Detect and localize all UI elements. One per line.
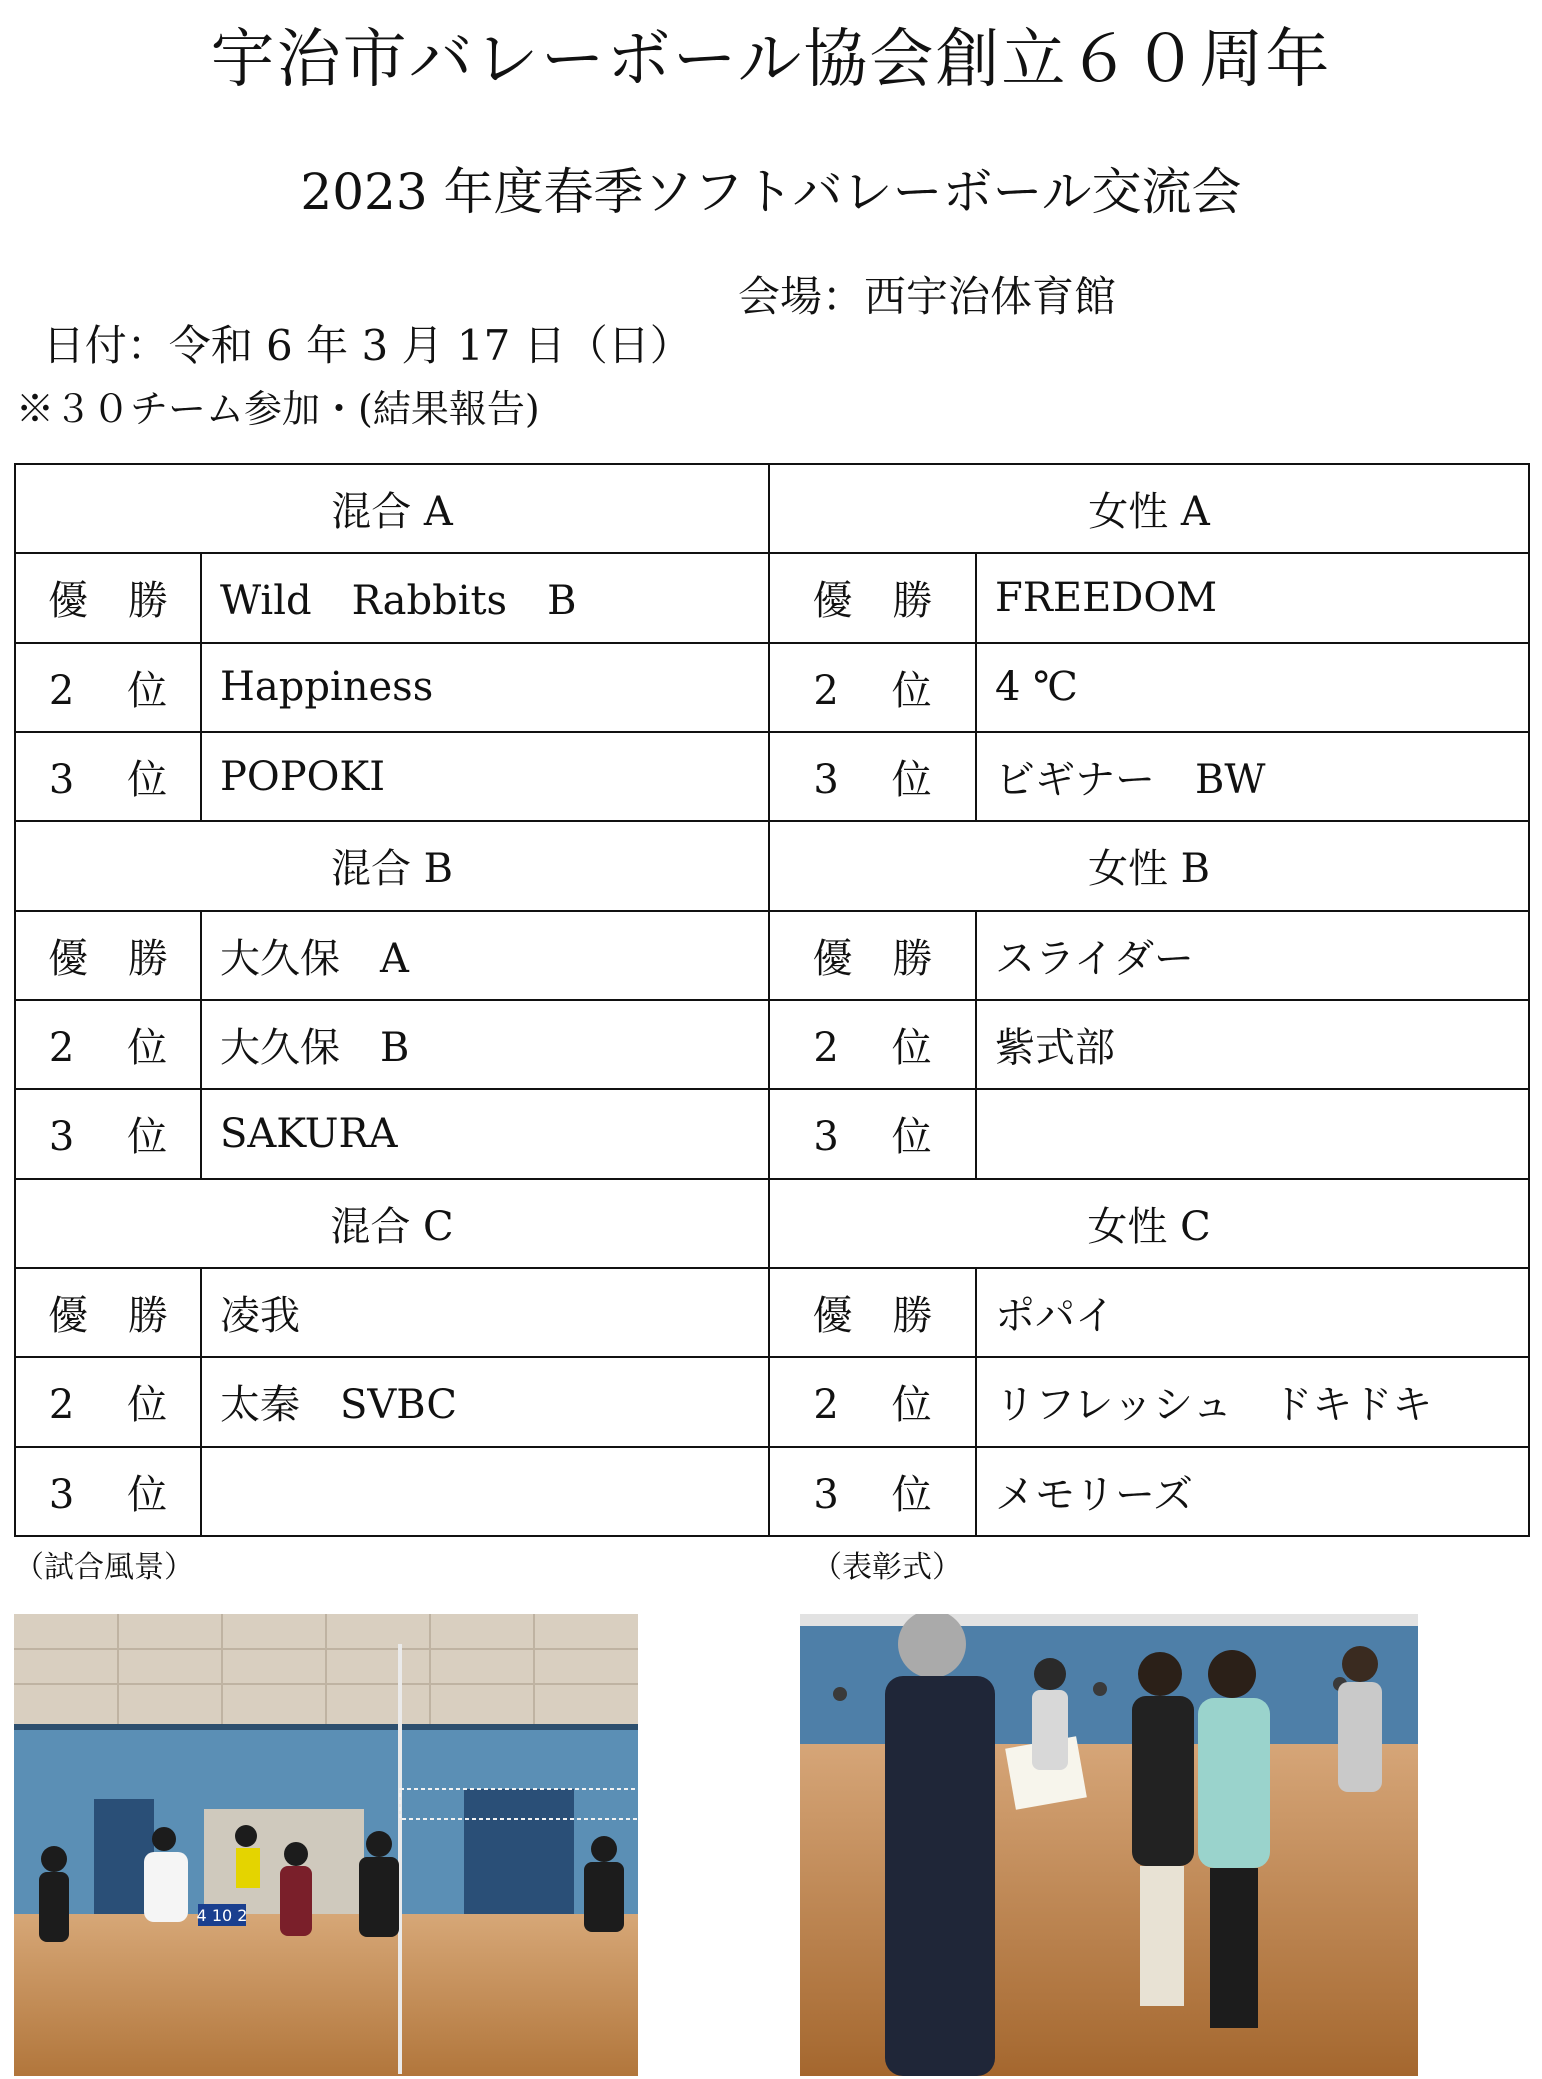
results-table [14, 463, 1530, 1537]
rank-label: 2 位 [15, 1000, 201, 1089]
participation-note: ※３０チーム参加・(結果報告) [16, 387, 540, 431]
scoreboard-text: 4 10 2 [196, 1906, 248, 1925]
result-row [15, 1268, 1529, 1357]
rank-label: 2 位 [15, 643, 201, 732]
team-name: 大久保 A [201, 911, 769, 1000]
rank-label: 優 勝 [15, 911, 201, 1000]
team-name: 紫式部 [976, 1000, 1529, 1089]
result-row [15, 911, 1529, 1000]
team-name: メモリーズ [976, 1447, 1529, 1536]
team-name: Wild Rabbits B [201, 553, 769, 642]
rank-label: 2 位 [769, 1000, 976, 1089]
team-name: ポパイ [976, 1268, 1529, 1357]
rank-label: 2 位 [769, 643, 976, 732]
result-row [15, 553, 1529, 642]
rank-label: 3 位 [15, 1089, 201, 1178]
result-row [15, 643, 1529, 732]
category-mixed-a: 混合 A [15, 464, 769, 553]
result-row [15, 1000, 1529, 1089]
team-name: ビギナー BW [976, 732, 1529, 821]
document-title: 宇治市バレーボール協会創立６０周年 [210, 23, 1332, 97]
award-photo [800, 1614, 1418, 2076]
event-date: 日付：令和 6 年 3 月 17 日（日） [42, 321, 692, 370]
category-row [15, 464, 1529, 553]
category-women-c: 女性 C [769, 1179, 1529, 1268]
award-photo-caption: （表彰式） [812, 1550, 962, 1585]
team-name [201, 1447, 769, 1536]
result-row [15, 1357, 1529, 1446]
rank-label: 優 勝 [769, 911, 976, 1000]
team-name: POPOKI [201, 732, 769, 821]
rank-label: 3 位 [15, 1447, 201, 1536]
rank-label: 優 勝 [769, 553, 976, 642]
category-women-b: 女性 B [769, 821, 1529, 910]
team-name: 太秦 SVBC [201, 1357, 769, 1446]
team-name: SAKURA [201, 1089, 769, 1178]
rank-label: 2 位 [15, 1357, 201, 1446]
category-row [15, 821, 1529, 910]
rank-label: 2 位 [769, 1357, 976, 1446]
match-photo-caption: （試合風景） [14, 1550, 194, 1585]
rank-label: 3 位 [15, 732, 201, 821]
rank-label: 優 勝 [769, 1268, 976, 1357]
rank-label: 優 勝 [15, 553, 201, 642]
event-venue: 会場：西宇治体育館 [738, 272, 1117, 321]
category-women-a: 女性 A [769, 464, 1529, 553]
result-row [15, 1447, 1529, 1536]
team-name: スライダー [976, 911, 1529, 1000]
category-row [15, 1179, 1529, 1268]
team-name: FREEDOM [976, 553, 1529, 642]
team-name: 凌我 [201, 1268, 769, 1357]
category-mixed-b: 混合 B [15, 821, 769, 910]
team-name [976, 1089, 1529, 1178]
rank-label: 優 勝 [15, 1268, 201, 1357]
team-name: リフレッシュ ドキドキ [976, 1357, 1529, 1446]
rank-label: 3 位 [769, 732, 976, 821]
team-name: 4 ℃ [976, 643, 1529, 732]
rank-label: 3 位 [769, 1447, 976, 1536]
category-mixed-c: 混合 C [15, 1179, 769, 1268]
match-photo [14, 1614, 638, 2076]
result-row [15, 1089, 1529, 1178]
event-subtitle: 2023 年度春季ソフトバレーボール交流会 [300, 163, 1242, 221]
rank-label: 3 位 [769, 1089, 976, 1178]
team-name: Happiness [201, 643, 769, 732]
award-photo-illustration [800, 1614, 1418, 2076]
result-row [15, 732, 1529, 821]
match-photo-illustration [14, 1614, 638, 2076]
team-name: 大久保 B [201, 1000, 769, 1089]
